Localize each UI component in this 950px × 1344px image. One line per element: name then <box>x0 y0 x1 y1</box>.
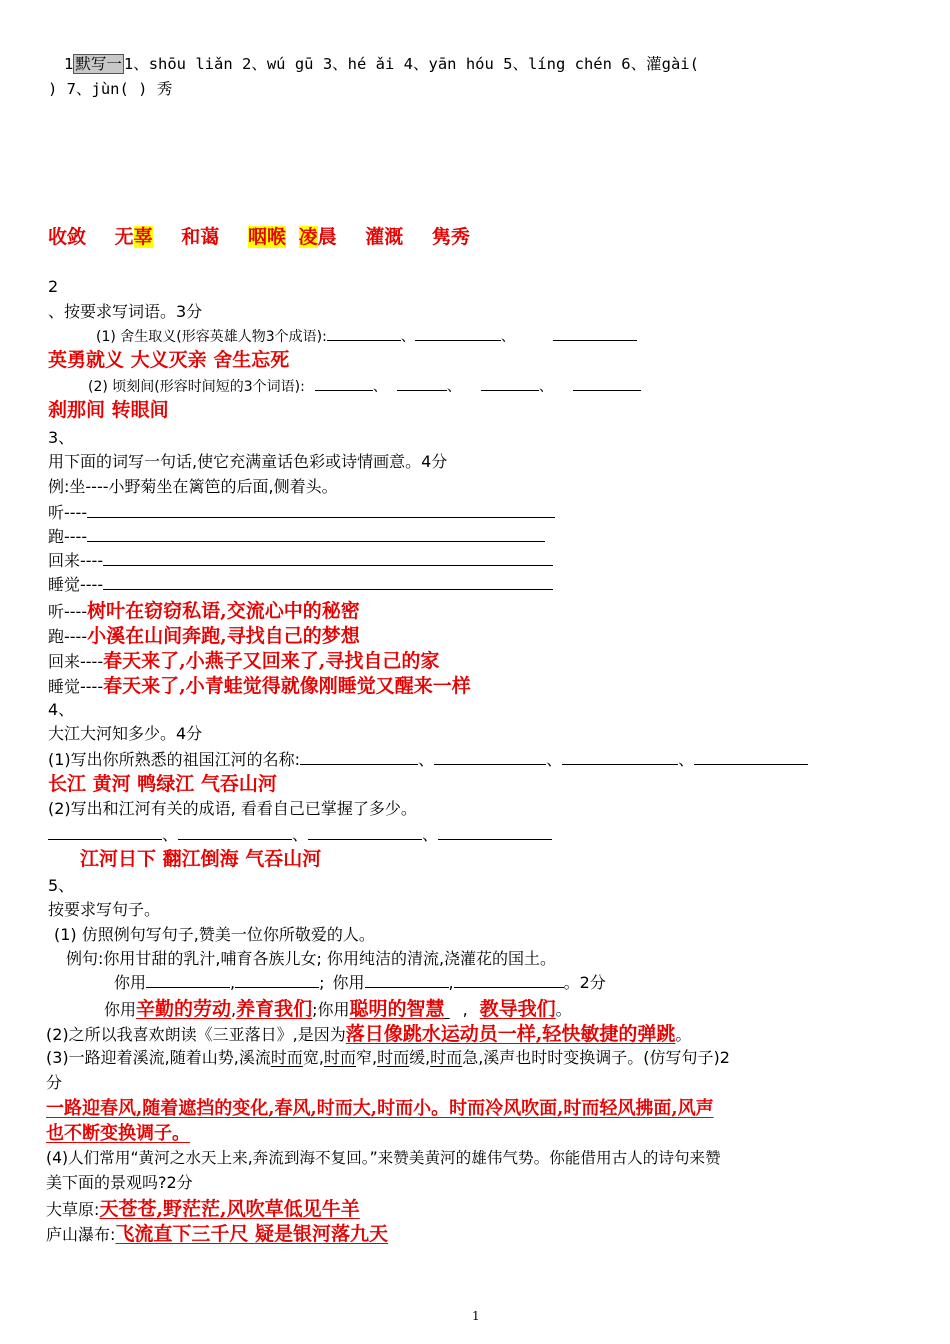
q4-sub1: (1)写出你所熟悉的祖国江河的名称: 、 、 、 <box>48 750 808 770</box>
q2-sub2: (2) 顷刻间(形容时间短的3个词语): 、 、 、 <box>88 376 641 397</box>
q3-blank-sleep[interactable] <box>103 575 553 590</box>
q4-blank-4[interactable] <box>694 750 808 765</box>
q3-prompt-sleep: 睡觉---- <box>48 575 553 595</box>
q5-blank-1[interactable] <box>146 973 230 988</box>
q5-answer-grassland: 大草原:天苍苍,野茫茫,风吹草低见牛羊 <box>46 1198 360 1220</box>
q1-number: 1 <box>64 55 74 73</box>
q1-answer-7: 隽秀 <box>431 226 470 248</box>
q5-blank-2[interactable] <box>235 973 319 988</box>
q1-answer-5a: 凌 <box>298 226 318 248</box>
q1-answer-3: 和蔼 <box>181 226 220 248</box>
q4-answer-1: 长江 黄河 鸭绿江 气吞山河 <box>48 773 277 795</box>
q1-pinyin-line1 <box>64 54 699 74</box>
q2-number: 2 <box>48 277 59 296</box>
q4-blank-5[interactable] <box>48 825 162 840</box>
q5-number: 5、 <box>48 876 75 895</box>
q5-fill-line: 你用 , ; 你用 , 。2分 <box>114 973 606 992</box>
q3-blank-return[interactable] <box>103 551 553 566</box>
q5-sub2: (2)之所以我喜欢朗读《三亚落日》,是因为落日像跳水运动员一样,轻快敏捷的弹跳。 <box>46 1023 692 1045</box>
q2-sub1-label: (1) 舍生取义(形容英雄人物3个成语): <box>96 329 327 345</box>
q5-blank-3[interactable] <box>365 973 449 988</box>
q4-sub2: (2)写出和江河有关的成语, 看看自己已掌握了多少。 <box>48 799 417 818</box>
q3-prompt-run: 跑---- <box>48 527 545 547</box>
q4-title: 大江大河知多少。4分 <box>48 724 203 743</box>
q4-blank-6[interactable] <box>178 825 292 840</box>
q4-number: 4、 <box>48 700 75 719</box>
q3-example: 例:坐----小野菊坐在篱笆的后面,侧着头。 <box>48 477 338 496</box>
q4-blank-8[interactable] <box>438 825 552 840</box>
q3-answer-run: 跑----小溪在山间奔跑,寻找自己的梦想 <box>48 625 360 647</box>
q1-answer-1: 收敛 <box>48 226 87 248</box>
q2-blank-1[interactable] <box>327 326 401 341</box>
q1-answer-6: 灌溉 <box>365 226 404 248</box>
q2-blank-3[interactable] <box>553 326 637 341</box>
q5-sub3-cont: 分 <box>46 1073 63 1092</box>
q1-answer-4: 咽喉 <box>247 226 286 248</box>
q3-answer-return: 回来----春天来了,小燕子又回来了,寻找自己的家 <box>48 650 440 672</box>
q3-answer-listen: 听----树叶在窃窃私语,交流心中的秘密 <box>48 600 360 622</box>
q5-title: 按要求写句子。 <box>48 900 161 919</box>
q2-blank-4[interactable] <box>315 376 373 391</box>
q4-blank-1[interactable] <box>300 750 418 765</box>
q3-answer-sleep: 睡觉----春天来了,小青蛙觉得就像刚睡觉又醒来一样 <box>48 675 471 697</box>
q2-answer-1: 英勇就义 大义灭亲 舍生忘死 <box>48 349 290 371</box>
q2-blank-6[interactable] <box>481 376 539 391</box>
q2-title: 、按要求写词语。3分 <box>48 302 203 321</box>
q5-blank-4[interactable] <box>454 973 564 988</box>
q4-blank-2[interactable] <box>434 750 546 765</box>
q3-title: 用下面的词写一句话,使它充满童话色彩或诗情画意。4分 <box>48 452 448 471</box>
q5-example: 例句:你用甘甜的乳汁,哺育各族儿女; 你用纯洁的清流,浇灌花的国土。 <box>66 949 557 968</box>
q1-answer-2a: 无 <box>114 226 134 248</box>
q5-sub4-line1: (4)人们常用“黄河之水天上来,奔流到海不复回。”来赞美黄河的雄伟气势。你能借用古人的诗句来赞 <box>46 1149 721 1167</box>
q3-blank-listen[interactable] <box>87 503 555 518</box>
q4-sub1-label: (1)写出你所熟悉的祖国江河的名称: <box>48 750 301 769</box>
q4-answer-2: 江河日下 翻江倒海 气吞山河 <box>80 848 322 870</box>
q1-answer-5b: 晨 <box>317 226 337 248</box>
q2-answer-2: 刹那间 转眼间 <box>48 399 169 421</box>
q3-blank-run[interactable] <box>87 527 545 542</box>
q5-answer-1: 你用辛勤的劳动,养育我们;你用聪明的智慧 , 教导我们。 <box>104 998 572 1020</box>
q5-sub4-line2: 美下面的景观吗?2分 <box>46 1173 193 1192</box>
page-number: 1 <box>472 1309 480 1323</box>
q5-sub1: (1) 仿照例句写句子,赞美一位你所敬爱的人。 <box>54 925 375 944</box>
q1-pinyin-line2: ) 7、jùn( ) 秀 <box>48 80 173 98</box>
q5-answer-3-line1: 一路迎春风,随着遮挡的变化,春风,时而大,时而小。时而冷风吹面,时而轻风拂面,风声 <box>46 1098 714 1119</box>
q2-sub2-label: (2) 顷刻间(形容时间短的3个词语): <box>88 379 305 395</box>
q5-answer-lushan: 庐山瀑布:飞流直下三千尺 疑是银河落九天 <box>46 1223 389 1245</box>
q4-sub2-blanks: 、 、 、 <box>48 825 552 845</box>
q4-blank-7[interactable] <box>308 825 422 840</box>
q2-blank-2[interactable] <box>415 326 501 341</box>
q1-tag: 默写一 <box>75 55 122 73</box>
q2-sub1: (1) 舍生取义(形容英雄人物3个成语): 、 、 <box>96 326 637 347</box>
q2-blank-7[interactable] <box>573 376 641 391</box>
q1-answers <box>48 225 470 249</box>
q1-pinyin-text: 1、shōu liǎn 2、wú gū 3、hé ǎi 4、yān hóu 5、líng chén 6、灌gài( <box>123 55 699 73</box>
q3-number: 3、 <box>48 428 75 447</box>
q5-sub3: (3)一路迎着溪流,随着山势,溪流时而宽,时而窄,时而缓,时而急,溪声也时时变换调子。(仿写句子)2 <box>46 1048 730 1067</box>
q2-blank-5[interactable] <box>397 376 447 391</box>
q3-prompt-return: 回来---- <box>48 551 553 571</box>
q4-blank-3[interactable] <box>562 750 678 765</box>
q3-prompt-listen: 听---- <box>48 503 555 523</box>
q1-answer-2b: 辜 <box>133 226 153 248</box>
q5-answer-3-line2: 也不断变换调子。 <box>46 1123 190 1144</box>
